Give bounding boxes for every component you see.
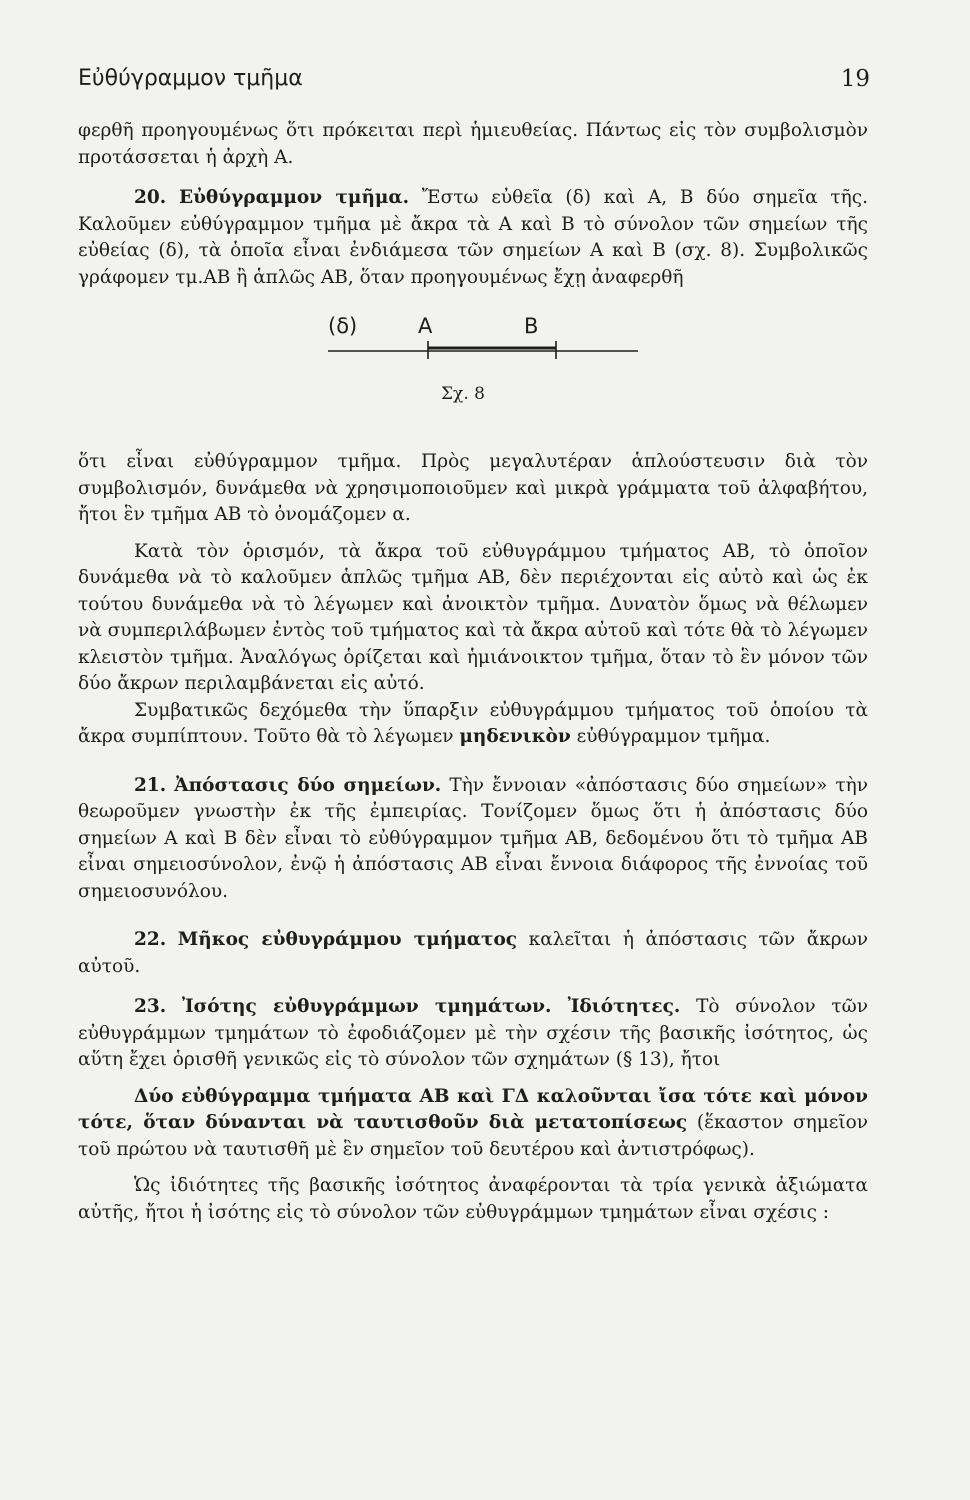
section-heading: Εὐθύγραμμον τμῆμα. bbox=[178, 187, 410, 208]
point-b-label: Β bbox=[524, 314, 539, 338]
page-number: 19 bbox=[840, 66, 870, 92]
paragraph: Ὡς ἰδιότητες τῆς βασικῆς ἰσότητος ἀναφέρονται τὰ τρία γενικὰ ἀξιώματα αὐτῆς, ἤτοι ἡ ἰσότης εἰς τὸ σύνολον τῶν εὐθυγράμμων τμημάτων εἶναι σχέσις : bbox=[78, 1175, 868, 1223]
line-label: (δ) bbox=[328, 314, 358, 338]
section-heading: Ἰσότης εὐθυγράμμων τμημάτων. Ἰδιότητες. bbox=[181, 996, 681, 1017]
page-header bbox=[78, 64, 870, 104]
section-heading: Ἀπόστασις δύο σημείων. bbox=[174, 774, 442, 796]
section-number: 20. bbox=[134, 187, 167, 208]
section-text: Τὴν ἔννοιαν «ἀπόστασις δύο σημείων» τὴν θεωροῦμεν γνωστὴν ἐκ τῆς ἐμπειρίας. Τονίζομεν ὅμως ὅτι ἡ ἀπόστασις δύο σημείων Α καὶ Β δὲν εἶναι τὸ εὐθύγραμμον τμῆμα ΑΒ, δεδομένου ὅτι τὸ τμῆμα ΑΒ εἶναι σημειοσύνολον, ἐνῷ ἡ ἀπόστασις ΑΒ εἶναι ἔννοια διάφορος τῆς ἐννοίας τοῦ σημειοσυνόλου. bbox=[78, 774, 868, 902]
section-number: 21. bbox=[134, 774, 167, 796]
section-21 bbox=[78, 773, 868, 906]
page-body bbox=[78, 118, 868, 1226]
paragraph-continuation: φερθῆ προηγουμένως ὅτι πρόκειται περὶ ἡμιευθείας. Πάντως εἰς τὸν συμβολισμὸν προτάσσεται ἡ ἀρχὴ Α. bbox=[78, 120, 868, 168]
section-text: Ἔστω εὐθεῖα (δ) καὶ Α, Β δύο σημεῖα τῆς. Καλοῦμεν εὐθύγραμμον τμῆμα μὲ ἄκρα τὰ Α καὶ Β τὸ σύνολον τῶν σημείων τῆς εὐθείας (δ), τὰ ὁποῖα εἶναι ἐνδιάμεσα τῶν σημείων Α καὶ Β (σχ. 8). Συμβολικῶς γράφομεν τμ.ΑΒ ἢ ἁπλῶς ΑΒ, ὅταν προηγουμένως ἔχῃ ἀναφερθῆ bbox=[78, 187, 868, 288]
bold-term: μηδενικὸν bbox=[459, 726, 571, 747]
point-a-label: Α bbox=[418, 314, 433, 338]
paragraph bbox=[78, 698, 868, 751]
section-20 bbox=[78, 185, 868, 291]
segment-diagram bbox=[78, 303, 868, 441]
section-text: Τὸ σύνολον τῶν εὐθυγράμμων τμημάτων τὸ ἐφοδιάζομεν μὲ τὴν σχέσιν τῆς βασικῆς ἰσότητος, ὡς αὕτη ἔχει ὁρισθῆ γενικῶς εἰς τὸ σύνολον τῶν σχημάτων (§ 13), ἤτοι bbox=[78, 996, 868, 1070]
paragraph: ὅτι εἶναι εὐθύγραμμον τμῆμα. Πρὸς μεγαλυτέραν ἁπλούστευσιν διὰ τὸν συμβολισμόν, δυνάμεθα νὰ χρησιμοποιοῦμεν καὶ μικρὰ γράμματα τοῦ ἀλφαβήτου, ἤτοι ἓν τμῆμα ΑΒ τὸ ὀνομάζομεν α. bbox=[78, 451, 868, 525]
paragraph: Κατὰ τὸν ὁρισμόν, τὰ ἄκρα τοῦ εὐθυγράμμου τμήματος ΑΒ, τὸ ὁποῖον δυνάμεθα νὰ τὸ καλοῦμεν ἁπλῶς τμῆμα ΑΒ, δὲν περιέχονται εἰς αὐτὸ καὶ ὡς ἐκ τούτου δυνάμεθα νὰ τὸ λέγωμεν καὶ ἀνοικτὸν τμῆμα. Δυνατὸν ὅμως νὰ θέλωμεν νὰ συμπεριλάβωμεν ἐντὸς τοῦ τμήματος καὶ τὰ ἄκρα αὐτοῦ καὶ τότε θὰ τὸ λέγωμεν κλειστὸν τμῆμα. Ἀναλόγως ὁρίζεται καὶ ἡμιάνοικτον τμῆμα, ὅταν τὸ ἓν μόνον τῶν δύο ἄκρων περιλαμβάνεται εἰς αὐτό. bbox=[78, 540, 868, 694]
figure-caption: Σχ. 8 bbox=[441, 384, 485, 404]
text-run: εὐθύγραμμον τμῆμα. bbox=[570, 726, 771, 747]
section-heading: Μῆκος εὐθυγράμμου τμήματος bbox=[177, 929, 518, 950]
section-number: 23. bbox=[134, 996, 167, 1017]
section-22 bbox=[78, 927, 868, 980]
running-title: Εὐθύγραμμον τμῆμα bbox=[78, 66, 303, 91]
figure-8 bbox=[78, 303, 868, 441]
section-23 bbox=[78, 994, 868, 1074]
section-text: καλεῖται ἡ ἀπόστασις τῶν ἄκρων αὐτοῦ. bbox=[78, 929, 868, 977]
definition bbox=[78, 1084, 868, 1164]
text-run: Συμβατικῶς δεχόμεθα τὴν ὕπαρξιν εὐθυγράμμου τμήματος τοῦ ὁποίου τὰ ἄκρα συμπίπτουν. Τοῦτο θὰ τὸ λέγωμεν bbox=[78, 699, 868, 747]
definition-rest: (ἕκαστον σημεῖον τοῦ πρώτου νὰ ταυτισθῆ μὲ ἓν σημεῖον τοῦ δευτέρου καὶ ἀντιστρόφως). bbox=[78, 1112, 868, 1160]
section-number: 22. bbox=[134, 929, 167, 950]
definition-bold: Δύο εὐθύγραμμα τμήματα ΑΒ καὶ ΓΔ καλοῦνται ἴσα τότε καὶ μόνον τότε, ὅταν δύνανται νὰ ταυτισθοῦν διὰ μετατοπίσεως bbox=[78, 1085, 868, 1133]
